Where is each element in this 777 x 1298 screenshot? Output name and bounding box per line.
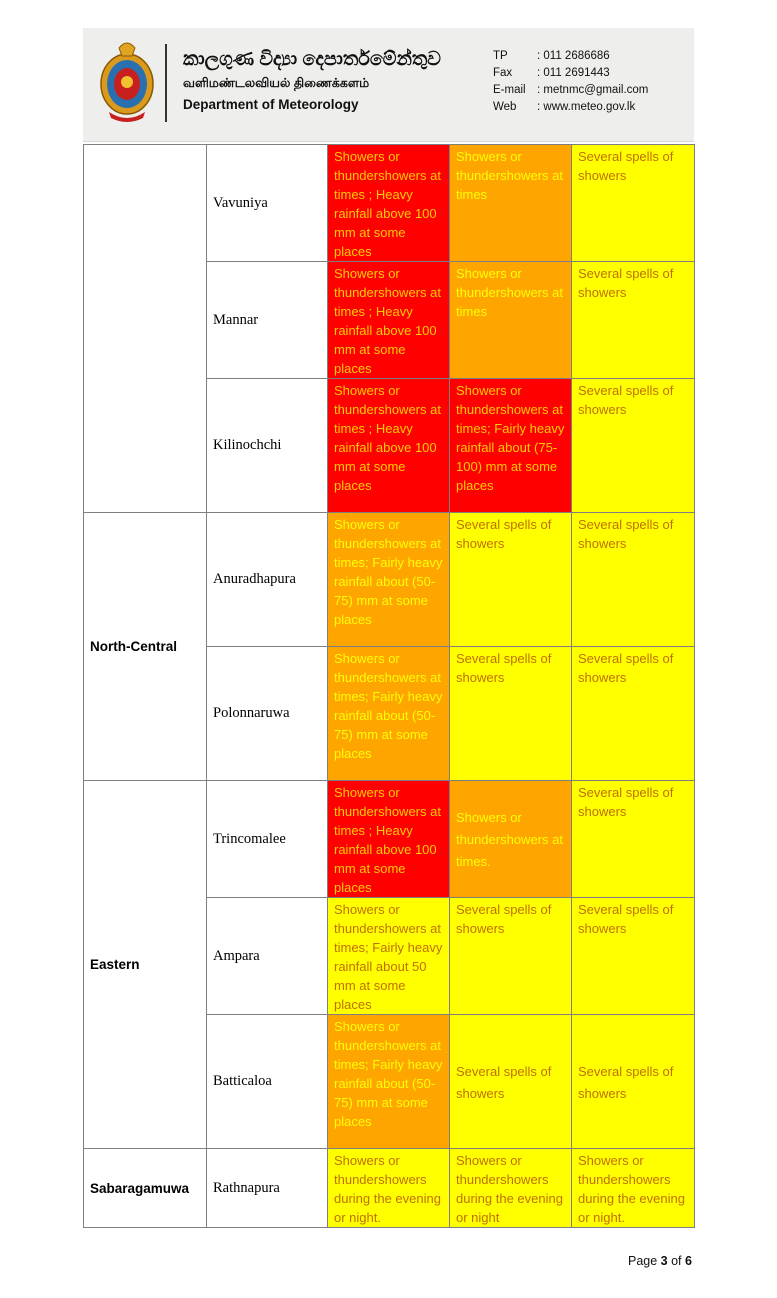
district-cell: Batticaloa — [207, 1015, 328, 1149]
forecast-cell: Several spells of showers — [572, 513, 695, 647]
sri-lanka-emblem-icon — [99, 40, 155, 122]
contact-email — [493, 82, 648, 99]
forecast-cell: Several spells of showers — [572, 781, 695, 898]
forecast-cell: Showers or thundershowers at times ; Heavy rainfall above 100 mm at some places — [328, 145, 450, 262]
contact-tp — [493, 48, 648, 65]
forecast-cell: Showers or thundershowers at times — [450, 262, 572, 379]
page-current: 3 — [660, 1254, 668, 1268]
forecast-cell: Showers or thundershowers at times; Fairly heavy rainfall about (50- 75) mm at some places — [328, 1015, 450, 1149]
contact-value: : 011 2686686 — [537, 50, 610, 62]
forecast-cell: Showers or thundershowers during the evening or night — [450, 1149, 572, 1228]
contact-label: Web — [493, 101, 517, 113]
district-cell: Ampara — [207, 898, 328, 1015]
contact-fax — [493, 65, 648, 82]
forecast-cell: Showers or thundershowers at times; Fairly heavy rainfall about (50- 75) mm at some places — [328, 513, 450, 647]
district-cell: Vavuniya — [207, 145, 328, 262]
district-cell: Kilinochchi — [207, 379, 328, 513]
province-cell: Eastern — [84, 781, 207, 1149]
contact-label: Fax — [493, 67, 513, 79]
forecast-cell: Several spells of showers — [572, 262, 695, 379]
header-divider — [165, 44, 167, 122]
contact-value: : metnmc@gmail.com — [537, 84, 649, 96]
table-row — [84, 781, 695, 898]
forecast-cell: Showers or thundershowers at times — [450, 145, 572, 262]
forecast-table — [83, 144, 695, 1228]
contact-info — [493, 48, 648, 116]
org-name-tamil: வளிமண்டலவியல் திணைக்களம் — [183, 76, 370, 90]
page-of: of — [667, 1254, 685, 1268]
forecast-cell: Several spells of showers — [450, 1015, 572, 1149]
forecast-cell: Several spells of showers — [572, 145, 695, 262]
province-cell: Sabaragamuwa — [84, 1149, 207, 1228]
contact-label: E-mail — [493, 84, 526, 96]
forecast-cell: Several spells of showers — [450, 898, 572, 1015]
forecast-cell: Showers or thundershowers at times; Fairly heavy rainfall about (75- 100) mm at some places — [450, 379, 572, 513]
forecast-cell: Showers or thundershowers at times ; Heavy rainfall above 100 mm at some places — [328, 379, 450, 513]
org-name-english: Department of Meteorology — [183, 97, 359, 112]
table-row — [84, 513, 695, 647]
page-prefix: Page — [628, 1254, 661, 1268]
province-cell: North-Central — [84, 513, 207, 781]
contact-value: : 011 2691443 — [537, 67, 610, 79]
letterhead — [83, 28, 694, 142]
forecast-cell: Showers or thundershowers at times; Fairly heavy rainfall about 50 mm at some places — [328, 898, 450, 1015]
district-cell: Mannar — [207, 262, 328, 379]
contact-web — [493, 99, 648, 116]
forecast-cell: Several spells of showers — [572, 1015, 695, 1149]
forecast-cell: Several spells of showers — [450, 647, 572, 781]
page-number — [628, 1254, 692, 1268]
district-cell: Polonnaruwa — [207, 647, 328, 781]
forecast-cell: Showers or thundershowers at times ; Heavy rainfall above 100 mm at some places — [328, 262, 450, 379]
forecast-cell: Showers or thundershowers at times ; Heavy rainfall above 100 mm at some places — [328, 781, 450, 898]
district-cell: Rathnapura — [207, 1149, 328, 1228]
table-row — [84, 145, 695, 262]
page-total: 6 — [685, 1254, 692, 1268]
contact-label: TP — [493, 50, 508, 62]
forecast-cell: Showers or thundershowers during the evening or night. — [572, 1149, 695, 1228]
contact-value: : www.meteo.gov.lk — [537, 101, 636, 113]
forecast-cell: Showers or thundershowers at times. — [450, 781, 572, 898]
org-name-sinhala: කාලගුණ විද්‍යා දෙපාර්තමේන්තුව — [183, 49, 441, 70]
forecast-cell: Several spells of showers — [450, 513, 572, 647]
district-cell: Anuradhapura — [207, 513, 328, 647]
table-row — [84, 1149, 695, 1228]
forecast-cell: Several spells of showers — [572, 898, 695, 1015]
forecast-cell: Several spells of showers — [572, 379, 695, 513]
province-cell — [84, 145, 207, 513]
forecast-cell: Showers or thundershowers during the evening or night. — [328, 1149, 450, 1228]
forecast-cell: Several spells of showers — [572, 647, 695, 781]
forecast-cell: Showers or thundershowers at times; Fairly heavy rainfall about (50- 75) mm at some places — [328, 647, 450, 781]
organization-names — [183, 48, 441, 116]
district-cell: Trincomalee — [207, 781, 328, 898]
